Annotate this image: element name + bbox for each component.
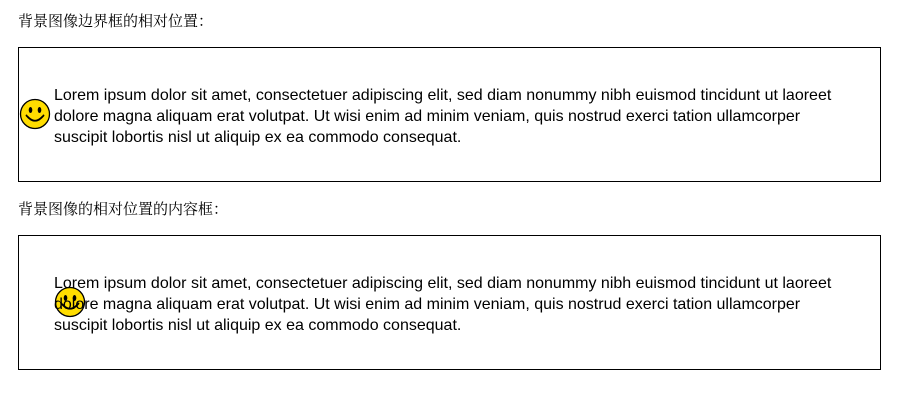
content-box-demo xyxy=(18,235,881,370)
section-heading-content-box: 背景图像的相对位置的内容框： xyxy=(18,201,229,218)
smiley-icon xyxy=(19,98,51,130)
border-box-demo xyxy=(18,47,881,182)
lorem-paragraph: Lorem ipsum dolor sit amet, consectetuer adipiscing elit, sed diam nonummy nibh euismod tincidunt ut laoreet dolore magna aliquam erat volutpat. Ut wisi enim ad minim veniam, quis nostrud exerci tation ullamcorper suscipit lobortis nisl ut aliquip ex ea commodo consequat. xyxy=(54,87,832,146)
lorem-paragraph: Lorem ipsum dolor sit amet, consectetuer adipiscing elit, sed diam nonummy nibh euismod tincidunt ut laoreet dolore magna aliquam erat volutpat. Ut wisi enim ad minim veniam, quis nostrud exerci tation ullamcorper suscipit lobortis nisl ut aliquip ex ea commodo consequat. xyxy=(54,275,832,334)
section-heading-border-box: 背景图像边界框的相对位置： xyxy=(18,13,214,30)
